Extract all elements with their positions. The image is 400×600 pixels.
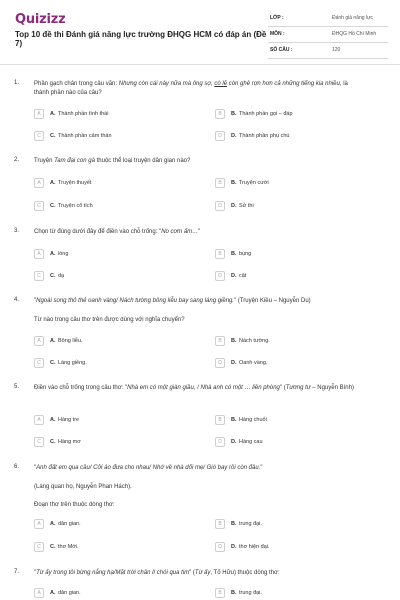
option-letter: D. (231, 544, 237, 550)
q-text-part: – Nguyễn Bính) (310, 385, 354, 391)
option-text: dạ (58, 273, 65, 279)
q-text-italic: Nhà em có một giàn giầu, / Nhà anh có một … liền phòng (127, 385, 280, 391)
option-letter: B. (231, 521, 237, 527)
option-text: dân gian. (58, 590, 81, 596)
option-box: C (34, 542, 44, 552)
question-text (34, 384, 364, 393)
q-text-underlined: có lẽ (214, 81, 228, 87)
option-text: bụng (239, 251, 252, 257)
option-text: cật (239, 273, 247, 279)
option-text: Hàng tre (58, 417, 80, 423)
question-number: 6. (14, 464, 20, 470)
option-box: A (34, 588, 44, 598)
q-text-part: " ( (189, 570, 195, 576)
q-text-part: , Tố Hữu) thuộc dòng thơ: (210, 570, 280, 576)
page-title: Top 10 đề thi Đánh giá năng lực trường ĐHQG HCM có đáp án (Đề 7) (15, 30, 267, 48)
option-letter: B. (231, 590, 237, 596)
option-box: B (215, 249, 225, 259)
option-box: D (215, 131, 225, 141)
q-text-part: " (34, 465, 37, 471)
meta-value: Đánh giá năng lực (332, 15, 373, 21)
meta-value: ĐHQG Hồ Chí Minh (332, 31, 377, 37)
option-letter: B. (231, 111, 237, 117)
q-text-italic: Tam đại con gà (54, 158, 95, 164)
option-text: Truyện cười (239, 180, 269, 186)
option-text: Thành phần gọi – đáp (239, 111, 293, 117)
option-box: C (34, 131, 44, 141)
option-text: Oanh vàng. (239, 360, 268, 366)
option-text: Truyện cổ tích (58, 203, 93, 209)
q-text-italic: Từ ấy (194, 570, 211, 576)
question-number: 4. (14, 297, 20, 303)
option-box: D (215, 437, 225, 447)
option-letter: B. (231, 417, 237, 423)
question-text (34, 464, 364, 473)
option-letter: C. (50, 360, 56, 366)
option-text: dân gian. (58, 521, 81, 527)
question-number: 3. (14, 228, 20, 234)
option-letter: D. (231, 203, 237, 209)
option-text: Bông liễu. (58, 338, 83, 344)
question-text (34, 157, 364, 166)
option-text: trung đại. (239, 521, 262, 527)
question-number: 5. (14, 384, 20, 390)
q-text-part: Chọn từ đúng dưới đây để điền vào chỗ trống: " (34, 229, 162, 235)
option-box: C (34, 201, 44, 211)
option-letter: C. (50, 439, 56, 445)
question-subtext: Đoạn thơ trên thuộc dòng thơ: (34, 502, 115, 508)
option-box: D (215, 271, 225, 281)
quizizz-logo: Quizizz (15, 12, 66, 27)
option-text: Thành phần cảm thán (58, 133, 112, 139)
option-box: C (34, 437, 44, 447)
option-box: B (215, 178, 225, 188)
option-box: C (34, 271, 44, 281)
option-letter: A. (50, 111, 56, 117)
option-letter: D. (231, 360, 237, 366)
question-text (34, 297, 364, 306)
option-text: Hàng mơ (58, 439, 81, 445)
q-text-part: " (198, 229, 201, 235)
q-text-italic: còn ghê rợn hơn cả những tiếng kia nhiều (227, 81, 340, 87)
option-box: A (34, 178, 44, 188)
q-text-part: Truyện (34, 158, 55, 164)
option-letter: C. (50, 273, 56, 279)
q-text-italic: Nhưng còn cái này nữa mà ông sợ, (118, 81, 215, 87)
option-text: Hàng cau (239, 439, 263, 445)
q-text-italic: Từ ấy trong tôi bừng nắng hạ/Mặt trời chân lí chói qua tim (36, 570, 190, 576)
q-text-italic: Tương tư (285, 385, 311, 391)
option-letter: B. (231, 338, 237, 344)
option-letter: C. (50, 544, 56, 550)
option-text: Sử thi (239, 203, 254, 209)
q-text-italic: No cơm ấm… (161, 229, 199, 235)
option-letter: A. (50, 180, 56, 186)
meta-value: 120 (332, 47, 341, 53)
option-box: B (215, 588, 225, 598)
question-subtext: Từ nào trong câu thơ trên được dùng với nghĩa chuyển? (34, 317, 185, 323)
option-letter: D. (231, 133, 237, 139)
question-text (34, 80, 364, 98)
option-text: lòng (58, 251, 69, 257)
option-box: B (215, 519, 225, 529)
option-box: A (34, 336, 44, 346)
option-letter: A. (50, 338, 56, 344)
option-box: A (34, 415, 44, 425)
option-text: trung đại. (239, 590, 262, 596)
option-box: D (215, 542, 225, 552)
q-text-part: " ( (279, 385, 286, 391)
option-letter: C. (50, 203, 56, 209)
option-text: thơ hiện đại. (239, 544, 270, 550)
question-number: 2. (14, 157, 20, 163)
option-letter: B. (231, 180, 237, 186)
option-box: A (34, 109, 44, 119)
option-box: B (215, 415, 225, 425)
option-letter: D. (231, 273, 237, 279)
option-letter: A. (50, 590, 56, 596)
question-text (34, 569, 364, 578)
option-letter: A. (50, 417, 56, 423)
meta-label: MÔN : (270, 31, 285, 37)
option-letter: D. (231, 439, 237, 445)
option-box: D (215, 201, 225, 211)
option-text: Nách tường. (239, 338, 270, 344)
option-text: Thành phần phụ chú (239, 133, 290, 139)
question-number: 7. (14, 569, 20, 575)
option-box: B (215, 336, 225, 346)
option-box: C (34, 358, 44, 368)
q-text-part: Phần gạch chân trong câu văn: (34, 81, 119, 87)
option-letter: C. (50, 133, 56, 139)
q-text-part: " (34, 298, 37, 304)
option-letter: B. (231, 251, 237, 257)
question-source: (Láng quan họ, Nguyễn Phan Hách). (34, 484, 132, 490)
q-text-part: " (260, 465, 263, 471)
q-text-part: , là thành phần nào của câu? (34, 81, 348, 96)
option-box: B (215, 109, 225, 119)
q-text-part: Điền vào chỗ trống trong câu thơ: " (34, 385, 128, 391)
option-letter: A. (50, 521, 56, 527)
q-text-part: " (Truyện Kiều – Nguyễn Du) (234, 298, 311, 304)
option-text: Thành phần tình thái (58, 111, 109, 117)
option-text: thơ Mới. (58, 544, 79, 550)
q-text-italic: Anh đất em qua cầu/ Cởi áo đưa cho nhau/ Nhớ về nhà dối mẹ/ Gió bay rồi còn đâu. (36, 465, 261, 471)
option-text: Truyện thuyết (58, 180, 92, 186)
meta-label: LỚP : (270, 15, 284, 21)
option-text: Hàng chuối (239, 417, 267, 423)
q-text-italic: Ngoài song thỏ thẻ oanh vàng/ Nách tường bông liễu bay sang láng giềng. (36, 298, 235, 304)
q-text-part: " (34, 570, 37, 576)
option-box: D (215, 358, 225, 368)
option-text: Láng giềng. (58, 360, 87, 366)
meta-label: SỐ CÂU : (270, 47, 293, 53)
option-letter: A. (50, 251, 56, 257)
question-number: 1. (14, 80, 20, 86)
q-text-part: thuộc thể loại truyện dân gian nào? (94, 158, 191, 164)
option-box: A (34, 519, 44, 529)
option-box: A (34, 249, 44, 259)
question-text (34, 228, 364, 237)
